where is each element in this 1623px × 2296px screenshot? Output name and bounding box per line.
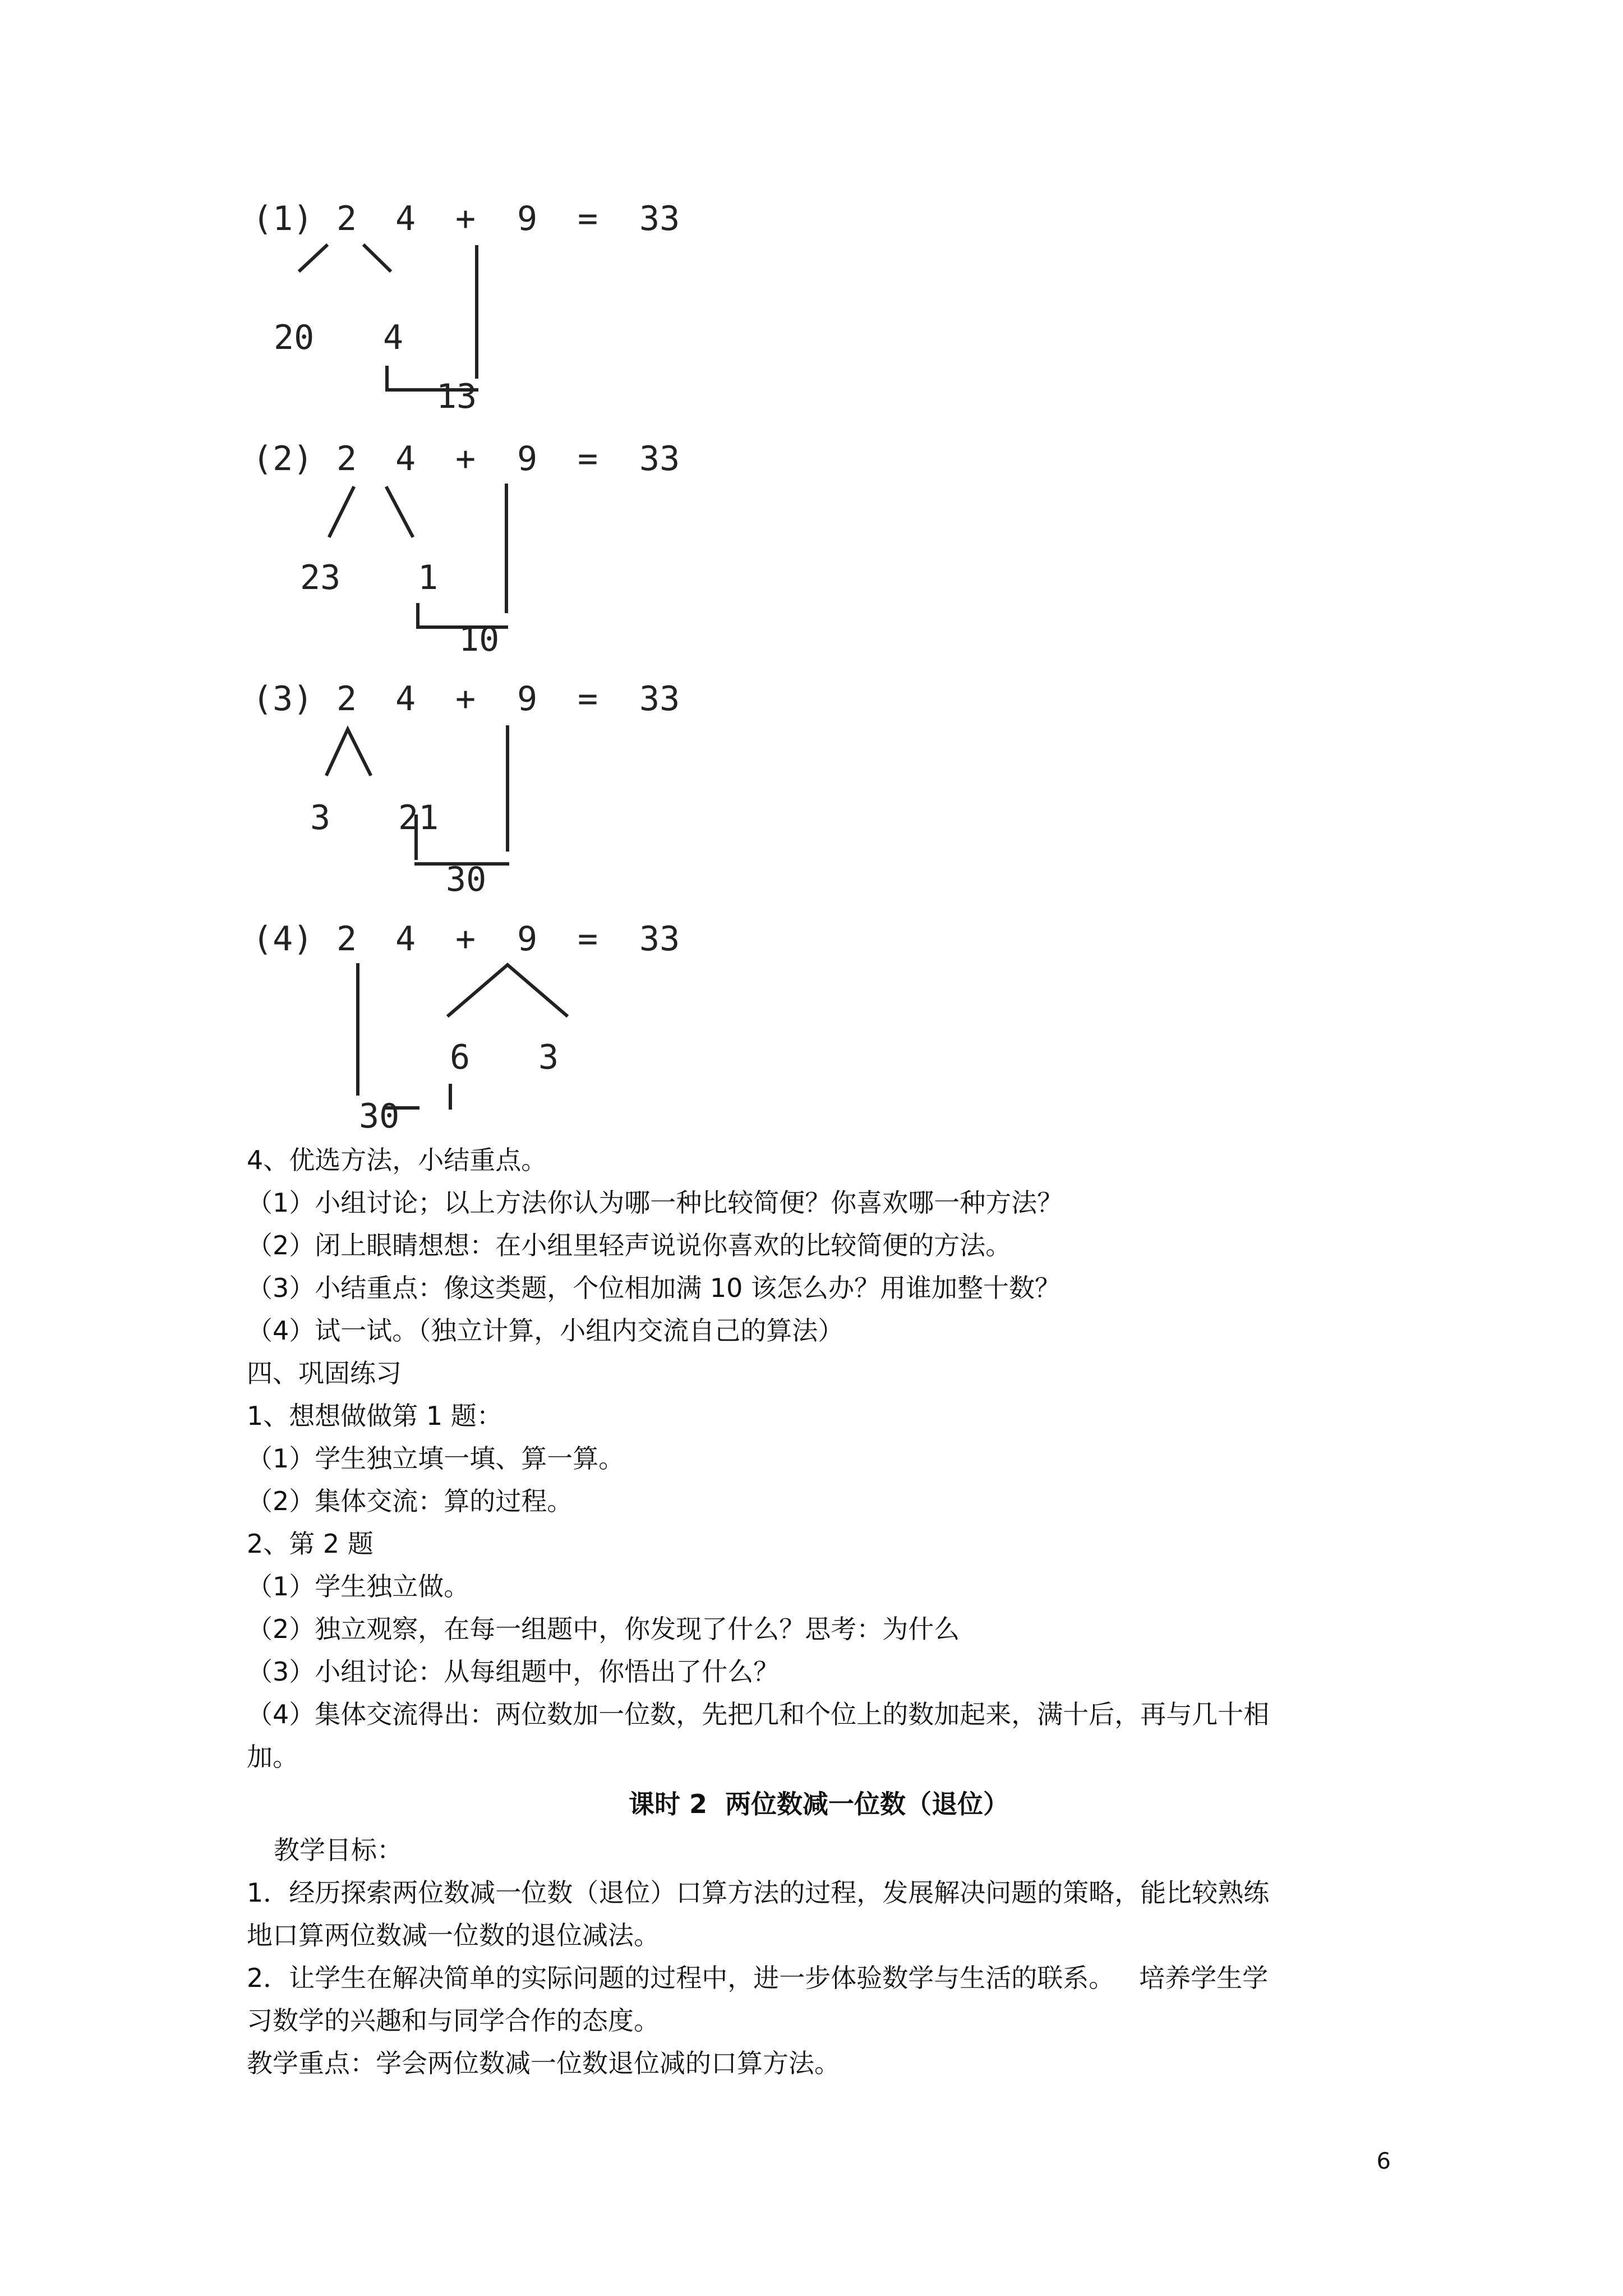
text-line: （4）集体交流得出：两位数加一位数，先把几和个位上的数加起来，满十后，再与几十相 <box>247 1699 1270 1729</box>
diagram-2-part-2: 1 <box>418 558 439 597</box>
text-line: 4、优选方法，小结重点。 <box>247 1145 547 1175</box>
diagram-3-part-2: 21 <box>398 798 439 838</box>
diagram-4-tens-digit: 2 <box>336 919 357 959</box>
diagram-4-branches <box>449 965 566 1015</box>
text-line: （3）小结重点：像这类题，个位相加满 10 该怎么办？用谁加整十数？ <box>247 1273 1061 1303</box>
diagram-3-ones-digit: 4 <box>395 679 416 719</box>
diagram-2-sum: 33 <box>639 439 680 478</box>
lesson-title: 课时 2 两位数减一位数（退位） <box>628 1789 1009 1819</box>
diagram-4-sum: 33 <box>639 919 680 959</box>
diagram-1-part-1: 20 <box>274 318 315 357</box>
diagram-4-ones-digit: 4 <box>395 919 416 959</box>
diagram-2-addend: 9 <box>517 439 538 478</box>
text-line: （2）集体交流：算的过程。 <box>247 1486 573 1516</box>
text-line: 加。 <box>247 1742 298 1772</box>
lesson-text <box>247 1139 1391 2085</box>
text-line: 1、想想做做第 1 题： <box>247 1401 502 1431</box>
text-line: 习数学的兴趣和与同学合作的态度。 <box>247 2005 660 2036</box>
diagram-2-equals: = <box>578 439 598 478</box>
diagram-2-label: (2) <box>252 439 313 478</box>
diagram-1-label: (1) <box>252 199 313 238</box>
text-line: （2）闭上眼睛想想：在小组里轻声说说你喜欢的比较简便的方法。 <box>247 1230 1012 1260</box>
text-line: （1）学生独立填一填、算一算。 <box>247 1443 625 1474</box>
diagram-3-sum: 33 <box>639 679 680 719</box>
diagram-1 <box>252 199 680 416</box>
text-line: 1．经历探索两位数减一位数（退位）口算方法的过程，发展解决问题的策略，能比较熟练 <box>247 1878 1270 1908</box>
diagram-1-equals: = <box>578 199 598 238</box>
diagram-3-equals: = <box>578 679 598 719</box>
diagram-4-plus: + <box>455 919 476 959</box>
diagram-3-tens-digit: 2 <box>336 679 357 719</box>
diagram-1-sum: 33 <box>639 199 680 238</box>
diagram-1-result: 13 <box>436 377 477 416</box>
diagram-3-addend: 9 <box>517 679 538 719</box>
diagram-4-part-2: 3 <box>538 1038 559 1077</box>
diagram-2-plus: + <box>455 439 476 478</box>
diagram-3-result: 30 <box>446 860 487 899</box>
diagram-4-result: 30 <box>359 1097 400 1136</box>
diagram-1-ones-digit: 4 <box>395 199 416 238</box>
diagram-3-branches <box>327 729 370 774</box>
text-line: （1）学生独立做。 <box>247 1571 470 1602</box>
diagram-3-label: (3) <box>252 679 313 719</box>
objectives-heading: 教学目标： <box>274 1835 403 1865</box>
text-line: 2．让学生在解决简单的实际问题的过程中，进一步体验数学与生活的联系。 培养学生学 <box>247 1963 1269 1993</box>
diagram-1-branch-right <box>365 246 390 270</box>
text-line: （3）小组讨论：从每组题中，你悟出了什么？ <box>247 1657 780 1687</box>
text-line: （2）独立观察，在每一组题中，你发现了什么？思考：为什么 <box>247 1614 960 1644</box>
diagram-1-branch-left <box>300 246 326 270</box>
text-line: （4）试一试。（独立计算，小组内交流自己的算法） <box>247 1315 844 1346</box>
text-line: 2、第 2 题 <box>247 1529 374 1559</box>
text-line: 地口算两位数减一位数的退位减法。 <box>247 1920 660 1950</box>
page-number: 6 <box>1376 2148 1391 2174</box>
diagram-2-result: 10 <box>459 620 500 659</box>
diagram-2-ones-digit: 4 <box>395 439 416 478</box>
diagram-1-addend: 9 <box>517 199 538 238</box>
diagram-2-branch-left <box>330 488 353 536</box>
section-heading: 四、巩固练习 <box>247 1358 402 1388</box>
diagram-2-tens-digit: 2 <box>336 439 357 478</box>
diagram-4-label: (4) <box>252 919 313 959</box>
diagram-2-branch-right <box>387 488 412 536</box>
diagram-1-plus: + <box>455 199 476 238</box>
diagram-1-tens-digit: 2 <box>336 199 357 238</box>
diagram-3-part-1: 3 <box>310 798 331 838</box>
diagram-3-plus: + <box>455 679 476 719</box>
diagram-4-equals: = <box>578 919 598 959</box>
text-line: （1）小组讨论；以上方法你认为哪一种比较简便？你喜欢哪一种方法？ <box>247 1188 1063 1218</box>
diagram-4 <box>252 919 680 1136</box>
diagram-4-part-1: 6 <box>450 1038 471 1077</box>
diagram-2 <box>252 439 680 659</box>
diagram-3 <box>252 679 680 899</box>
diagram-1-part-2: 4 <box>383 318 404 357</box>
diagram-2-part-1: 23 <box>300 558 341 597</box>
text-line: 教学重点：学会两位数减一位数退位减的口算方法。 <box>247 2048 840 2078</box>
diagram-4-addend: 9 <box>517 919 538 959</box>
